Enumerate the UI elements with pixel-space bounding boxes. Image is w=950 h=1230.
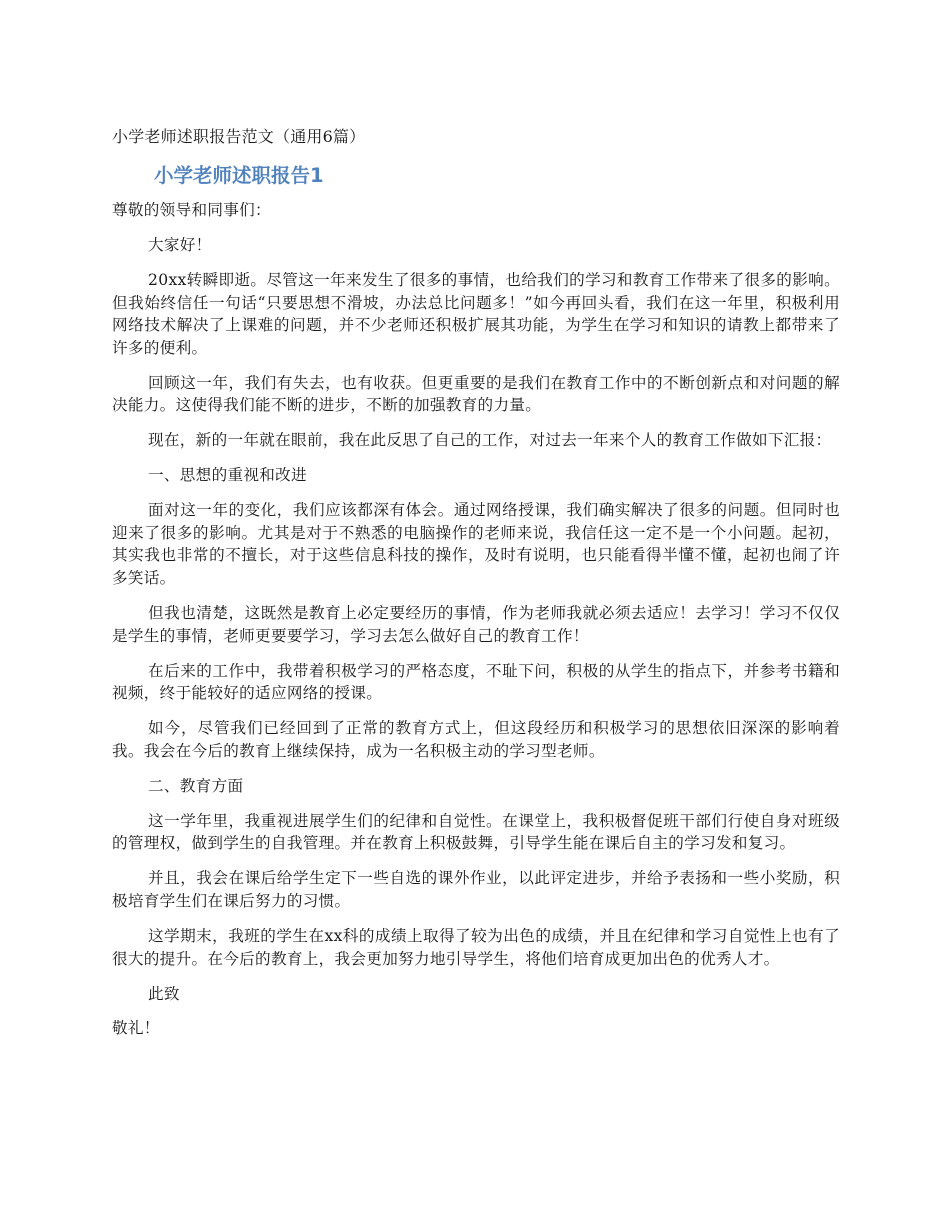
paragraph: 大家好！ [148, 235, 212, 254]
document-title: 小学老师述职报告范文（通用6篇） [112, 127, 366, 146]
document-page [112, 124, 840, 1052]
paragraph: 在后来的工作中，我带着积极学习的严格态度，不耻下问，积极的从学生的指点下，并参考书籍和视频，终于能较好的适应网络的授课。 [112, 661, 840, 703]
paragraph: 面对这一年的变化，我们应该都深有体会。通过网络授课，我们确实解决了很多的问题。但同时也迎来了很多的影响。尤其是对于不熟悉的电脑操作的老师来说，我信任这一定不是一个小问题。起初，其实我也非常的不擅长，对于这些信息科技的操作，及时有说明，也只能看得半懂不懂，起初也闹了许多笑话。 [112, 501, 840, 588]
subheading-education: 二、教育方面 [148, 776, 244, 795]
closing-salute: 敬礼！ [112, 1019, 160, 1038]
salutation: 尊敬的领导和同事们： [112, 201, 271, 219]
paragraph: 如今，尽管我们已经回到了正常的教育方式上，但这段经历和积极学习的思想依旧深深的影响着我。我会在今后的教育上继续保持，成为一名积极主动的学习型老师。 [112, 719, 840, 760]
section-heading: 小学老师述职报告1 [154, 164, 324, 187]
paragraph: 20xx转瞬即逝。尽管这一年来发生了很多的事情，也给我们的学习和教育工作带来了很多的影响。但我始终信任一句话“只要思想不滑坡，办法总比问题多！”如今再回头看，我们在这一年里，积极利用网络技术解决了上课难的问题，并不少老师还积极扩展其功能，为学生在学习和知识的请教上都带来了许多的便利。 [112, 270, 840, 357]
paragraph: 现在，新的一年就在眼前，我在此反思了自己的工作，对过去一年来个人的教育工作做如下汇报： [148, 431, 832, 450]
subheading-thought: 一、思想的重视和改进 [148, 466, 307, 485]
paragraph: 回顾这一年，我们有失去，也有收获。但更重要的是我们在教育工作中的不断创新点和对问题的解决能力。这使得我们能不断的进步，不断的加强教育的力量。 [112, 373, 840, 415]
paragraph: 这学期末，我班的学生在xx科的成绩上取得了较为出色的成绩，并且在纪律和学习自觉性上也有了很大的提升。在今后的教育上，我会更加努力地引导学生，将他们培育成更加出色的优秀人才。 [112, 926, 840, 968]
paragraph: 这一学年里，我重视进展学生们的纪律和自觉性。在课堂上，我积极督促班干部们行使自身对班级的管理权，做到学生的自我管理。并在教育上积极鼓舞，引导学生能在课后自主的学习发和复习。 [112, 811, 840, 853]
closing-phrase: 此致 [148, 984, 180, 1003]
paragraph: 并且，我会在课后给学生定下一些自选的课外作业，以此评定进步，并给予表扬和一些小奖励，积极培育学生们在课后努力的习惯。 [112, 869, 840, 910]
paragraph: 但我也清楚，这既然是教育上必定要经历的事情，作为老师我就必须去适应！去学习！学习不仅仅是学生的事情，老师更要要学习，学习去怎么做好自己的教育工作！ [112, 604, 840, 645]
